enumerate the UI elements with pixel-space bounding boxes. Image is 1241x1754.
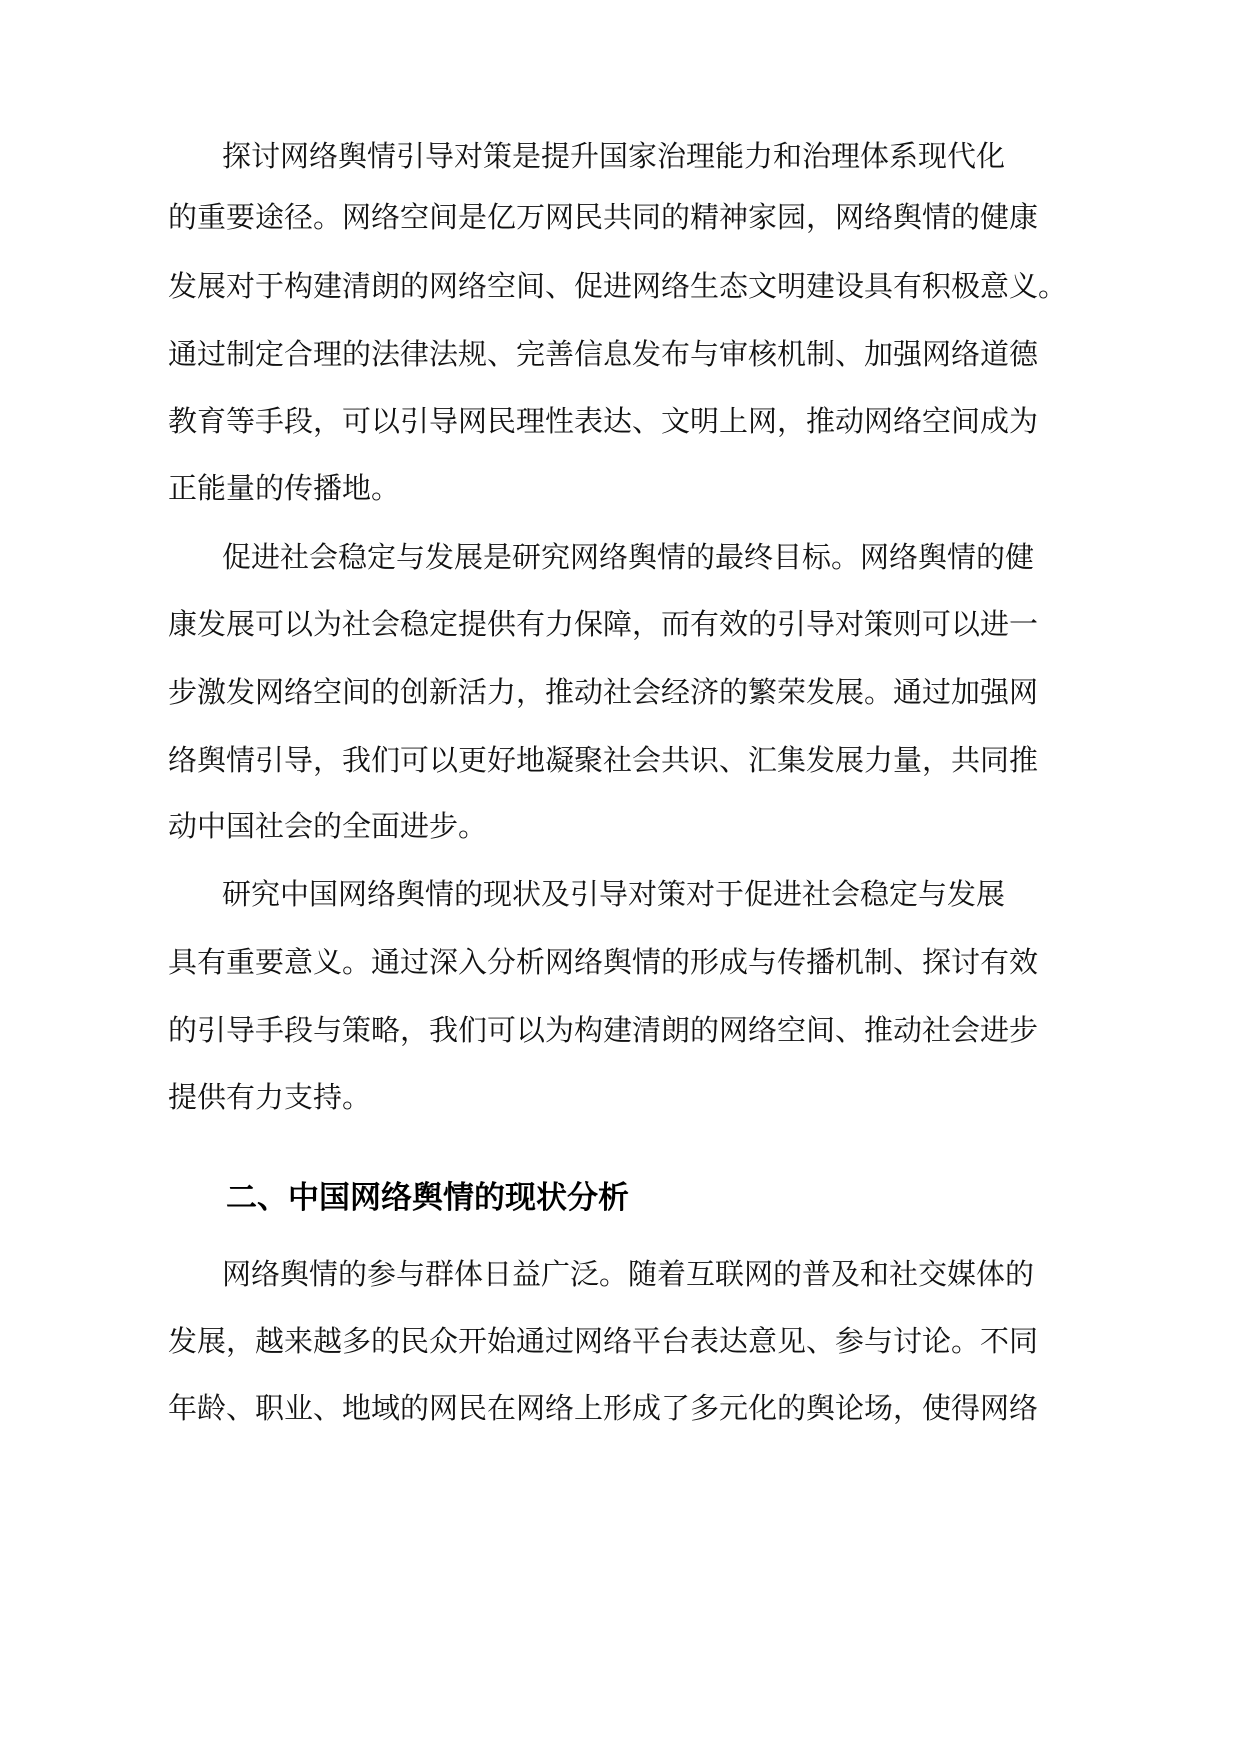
- paragraph-line: 探讨网络舆情引导对策是提升国家治理能力和治理体系现代化: [222, 139, 1006, 173]
- paragraph-line: 网络舆情的参与群体日益广泛。随着互联网的普及和社交媒体的: [222, 1257, 1035, 1291]
- paragraph-line: 教育等手段，可以引导网民理性表达、文明上网，推动网络空间成为: [168, 404, 1039, 438]
- paragraph-line: 康发展可以为社会稳定提供有力保障，而有效的引导对策则可以进一: [168, 607, 1039, 641]
- paragraph-line: 步激发网络空间的创新活力，推动社会经济的繁荣发展。通过加强网: [168, 675, 1039, 709]
- paragraph-line: 动中国社会的全面进步。: [168, 809, 488, 843]
- paragraph-line: 通过制定合理的法律法规、完善信息发布与审核机制、加强网络道德: [168, 337, 1039, 371]
- paragraph-line: 络舆情引导，我们可以更好地凝聚社会共识、汇集发展力量，共同推: [168, 743, 1039, 777]
- paragraph-line: 研究中国网络舆情的现状及引导对策对于促进社会稳定与发展: [222, 877, 1006, 911]
- paragraph-line: 发展，越来越多的民众开始通过网络平台表达意见、参与讨论。不同: [168, 1324, 1039, 1358]
- paragraph-line: 促进社会稳定与发展是研究网络舆情的最终目标。网络舆情的健: [222, 540, 1035, 574]
- paragraph-line: 提供有力支持。: [168, 1080, 372, 1114]
- paragraph-line: 的重要途径。网络空间是亿万网民共同的精神家园，网络舆情的健康: [168, 200, 1039, 234]
- paragraph-line: 年龄、职业、地域的网民在网络上形成了多元化的舆论场，使得网络: [168, 1391, 1039, 1425]
- paragraph-line: 具有重要意义。通过深入分析网络舆情的形成与传播机制、探讨有效: [168, 945, 1039, 979]
- section-heading: 二、中国网络舆情的现状分析: [226, 1180, 629, 1216]
- paragraph-line: 发展对于构建清朗的网络空间、促进网络生态文明建设具有积极意义。: [168, 269, 1068, 303]
- paragraph-line: 正能量的传播地。: [168, 471, 401, 505]
- paragraph-line: 的引导手段与策略，我们可以为构建清朗的网络空间、推动社会进步: [168, 1013, 1039, 1047]
